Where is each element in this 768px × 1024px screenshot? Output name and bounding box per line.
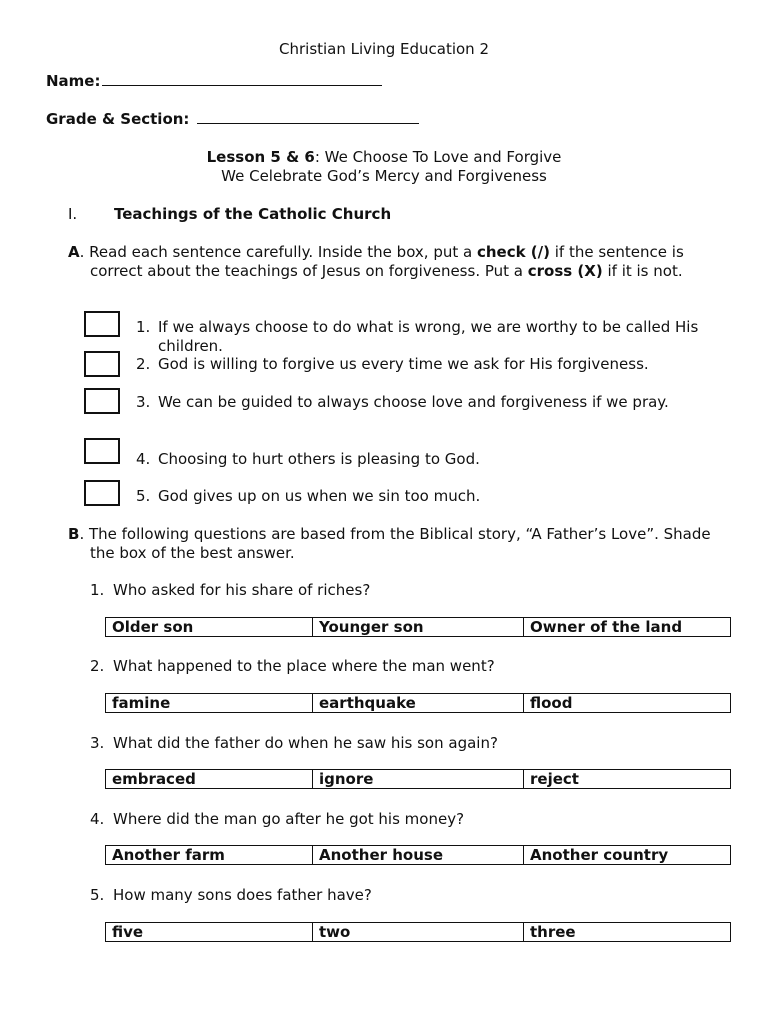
answer-options-table <box>105 693 731 713</box>
answer-option[interactable]: Another country <box>524 846 731 865</box>
cross-mark-term: cross (X) <box>527 262 603 280</box>
grade-section-blank-line[interactable] <box>197 123 419 124</box>
item-text: We can be guided to always choose love and forgiveness if we pray. <box>158 393 669 411</box>
answer-box-5[interactable] <box>84 480 120 506</box>
answer-box-3[interactable] <box>84 388 120 414</box>
item-number: 2. <box>136 355 151 373</box>
lesson-heading <box>0 148 768 186</box>
answer-option[interactable]: Owner of the land <box>524 618 731 637</box>
item-number: 3. <box>136 393 151 411</box>
answer-option[interactable]: ignore <box>313 770 524 789</box>
item-text: God gives up on us when we sin too much. <box>158 487 481 505</box>
part-a-instructions <box>68 243 730 281</box>
question-number: 1. <box>90 581 105 599</box>
answer-options-table <box>105 845 731 865</box>
section-number: I. <box>68 205 78 223</box>
question-text: Who asked for his share of riches? <box>113 581 371 599</box>
answer-option[interactable]: Another farm <box>106 846 313 865</box>
name-blank-line[interactable] <box>102 85 382 86</box>
question-text: Where did the man go after he got his money? <box>113 810 465 828</box>
answer-option[interactable]: earthquake <box>313 694 524 713</box>
part-a-instr-1: . Read each sentence carefully. Inside the box, put a <box>79 243 477 261</box>
answer-option[interactable]: two <box>313 923 524 942</box>
grade-section-label: Grade & Section: <box>46 110 190 128</box>
answer-option[interactable]: flood <box>524 694 731 713</box>
question-text: What happened to the place where the man went? <box>113 657 495 675</box>
answer-box-4[interactable] <box>84 438 120 464</box>
item-text: If we always choose to do what is wrong, we are worthy to be called His children. <box>158 318 699 355</box>
part-a-instr-2: if the sentence is correct about the teachings of Jesus on forgiveness. Put a <box>90 243 684 280</box>
answer-options-table <box>105 769 731 789</box>
answer-option[interactable]: five <box>106 923 313 942</box>
question-text: What did the father do when he saw his son again? <box>113 734 498 752</box>
answer-options-table <box>105 617 731 637</box>
question-number: 5. <box>90 886 105 904</box>
answer-option[interactable]: Older son <box>106 618 313 637</box>
lesson-line-1 <box>0 148 768 167</box>
answer-option[interactable]: famine <box>106 694 313 713</box>
lesson-number: Lesson 5 & 6 <box>206 148 315 166</box>
item-number: 1. <box>136 318 151 336</box>
question-text: How many sons does father have? <box>113 886 372 904</box>
answer-box-2[interactable] <box>84 351 120 377</box>
part-b-letter: B <box>68 525 80 543</box>
answer-option[interactable]: Younger son <box>313 618 524 637</box>
item-text: God is willing to forgive us every time we ask for His forgiveness. <box>158 355 649 373</box>
question-number: 3. <box>90 734 105 752</box>
lesson-title-2: We Celebrate God’s Mercy and Forgiveness <box>221 167 547 185</box>
name-label: Name: <box>46 72 101 90</box>
part-b-instructions <box>68 525 730 563</box>
name-field <box>46 72 382 90</box>
question-number: 2. <box>90 657 105 675</box>
answer-options-table <box>105 922 731 942</box>
check-mark-term: check (/) <box>476 243 550 261</box>
part-a-instr-3: if it is not. <box>602 262 683 280</box>
item-number: 5. <box>136 487 151 505</box>
answer-option[interactable]: three <box>524 923 731 942</box>
answer-box-1[interactable] <box>84 311 120 337</box>
section-title: Teachings of the Catholic Church <box>114 205 392 223</box>
item-number: 4. <box>136 450 151 468</box>
part-a-letter: A <box>68 243 80 261</box>
answer-option[interactable]: embraced <box>106 770 313 789</box>
grade-section-field <box>46 110 419 128</box>
answer-option[interactable]: Another house <box>313 846 524 865</box>
answer-option[interactable]: reject <box>524 770 731 789</box>
lesson-title-1: : We Choose To Love and Forgive <box>314 148 562 166</box>
item-text: Choosing to hurt others is pleasing to God. <box>158 450 480 468</box>
part-b-instr: . The following questions are based from the Biblical story, “A Father’s Love”. Shade the box of the best answer. <box>79 525 711 562</box>
worksheet-title: Christian Living Education 2 <box>279 40 489 58</box>
question-number: 4. <box>90 810 105 828</box>
